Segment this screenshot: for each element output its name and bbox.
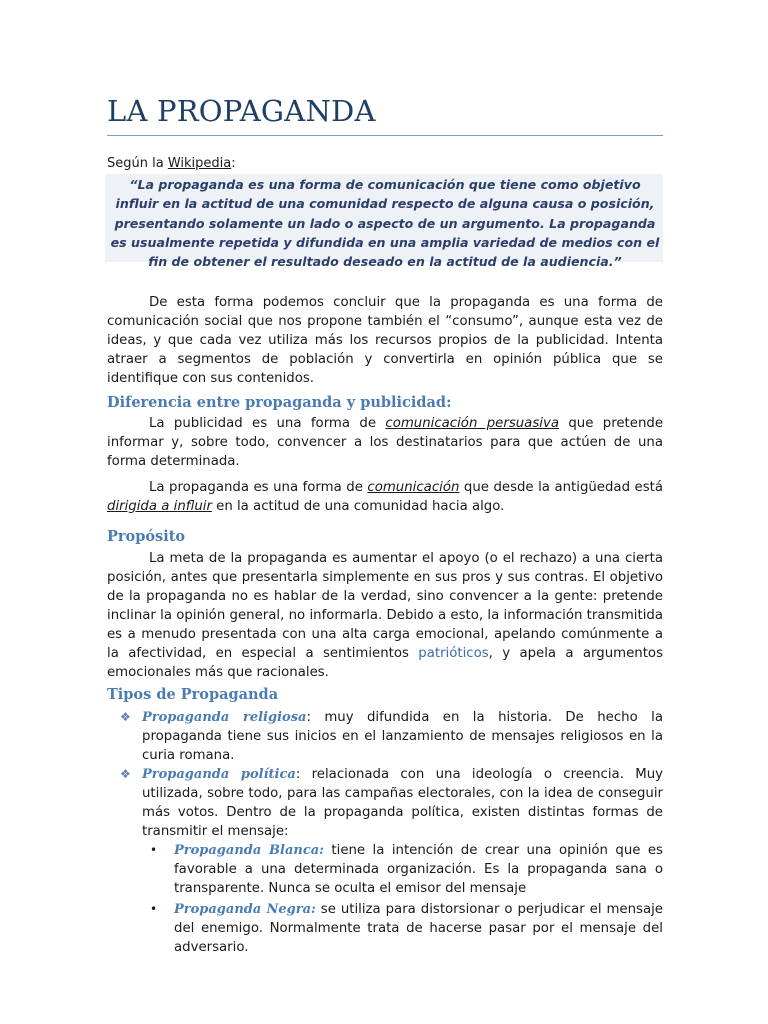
diamond-bullet-icon: ❖ bbox=[120, 710, 131, 724]
propaganda-paragraph bbox=[107, 478, 663, 516]
comunicacion-persuasiva-link[interactable]: comunicación persuasiva bbox=[385, 416, 559, 431]
proposito-text-b: , y apela a argumentos emocionales más que racionales. bbox=[107, 646, 663, 680]
source-suffix: : bbox=[231, 156, 236, 171]
publicidad-paragraph bbox=[107, 414, 663, 471]
tipos-list bbox=[118, 708, 663, 957]
round-bullet-icon: • bbox=[150, 843, 158, 857]
propaganda-text-c: en la actitud de una comunidad hacia algo. bbox=[211, 499, 505, 514]
text-negra: se utiliza para distorsionar o perjudicar el mensaje del enemigo. Normalmente trata de hacerse pasar por el mensaje del adversario. bbox=[174, 902, 663, 955]
term-religiosa: Propaganda religiosa bbox=[142, 710, 307, 725]
sublist-item-blanca bbox=[118, 841, 663, 898]
term-politica: Propaganda política bbox=[142, 767, 296, 782]
comunicacion-link[interactable]: comunicación bbox=[367, 480, 460, 495]
propaganda-text-a: La propaganda es una forma de bbox=[149, 480, 368, 495]
diamond-bullet-icon: ❖ bbox=[120, 767, 131, 781]
wikipedia-link[interactable]: Wikipedia bbox=[167, 156, 232, 171]
intro-paragraph-text: De esta forma podemos concluir que la propaganda es una forma de comunicación social que nos propone también el “consumo”, aunque esta vez de ideas, y que cada vez utiliza más los recursos propios de la publicidad. Intenta atraer a segmentos de población y convertirla en opinión pública que se identifique con sus contenidos. bbox=[107, 295, 663, 386]
propaganda-text-b: que desde la antigüedad está bbox=[459, 480, 663, 495]
proposito-paragraph bbox=[107, 549, 663, 682]
list-item-politica bbox=[118, 765, 663, 841]
heading-diferencia: Diferencia entre propaganda y publicidad: bbox=[107, 394, 452, 411]
heading-tipos: Tipos de Propaganda bbox=[107, 686, 279, 703]
title-underline bbox=[107, 135, 663, 136]
source-prefix: Según la bbox=[107, 156, 168, 171]
dirigida-a-influir-link[interactable]: dirigida a influir bbox=[107, 499, 212, 514]
term-blanca: Propaganda Blanca: bbox=[174, 843, 324, 858]
publicidad-text-b: que pretende informar y, sobre todo, convencer a los destinatarios para que actúen de una forma determinada. bbox=[107, 416, 663, 469]
publicidad-text-a: La publicidad es una forma de bbox=[149, 416, 386, 431]
patrioticos-link[interactable]: patrióticos bbox=[418, 646, 489, 661]
page-title: LA PROPAGANDA bbox=[107, 94, 376, 128]
round-bullet-icon: • bbox=[150, 902, 158, 916]
text-blanca: tiene la intención de crear una opinión que es favorable a una determinada organización. Es la propaganda sana o transparente. Nunca se oculta el emisor del mensaje bbox=[174, 843, 663, 896]
source-line bbox=[107, 156, 236, 171]
term-negra: Propaganda Negra: bbox=[174, 902, 316, 917]
text-politica: : relacionada con una ideología o creencia. Muy utilizada, sobre todo, para las campañas electorales, con la idea de conseguir más votos. Dentro de la propaganda política, existen distintas formas de transmitir el mensaje: bbox=[142, 767, 663, 839]
sublist-item-negra bbox=[118, 900, 663, 957]
list-item-religiosa bbox=[118, 708, 663, 765]
definition-quote: “La propaganda es una forma de comunicación que tiene como objetivo influir en la actitud de una comunidad respecto de alguna causa o posición, presentando solamente un lado o aspecto de un argumento. La propaganda es usualmente repetida y difundida en una amplia variedad de medios con el fin de obtener el resultado deseado en la actitud de la audiencia.” bbox=[110, 177, 660, 270]
intro-paragraph bbox=[107, 293, 663, 388]
heading-proposito: Propósito bbox=[107, 528, 186, 545]
text-religiosa: : muy difundida en la historia. De hecho la propaganda tiene sus inicios en el lanzamiento de mensajes religiosos en la curia romana. bbox=[142, 710, 663, 763]
proposito-text-a: La meta de la propaganda es aumentar el apoyo (o el rechazo) a una cierta posición, antes que presentarla simplemente en sus pros y sus contras. El objetivo de la propaganda no es hablar de la verdad, sino convencer a la gente: pretende inclinar la opinión general, no informarla. Debido a esto, la información transmitida es a menudo presentada con una alta carga emocional, apelando comúnmente a la afectividad, en especial a sentimientos bbox=[107, 551, 663, 661]
